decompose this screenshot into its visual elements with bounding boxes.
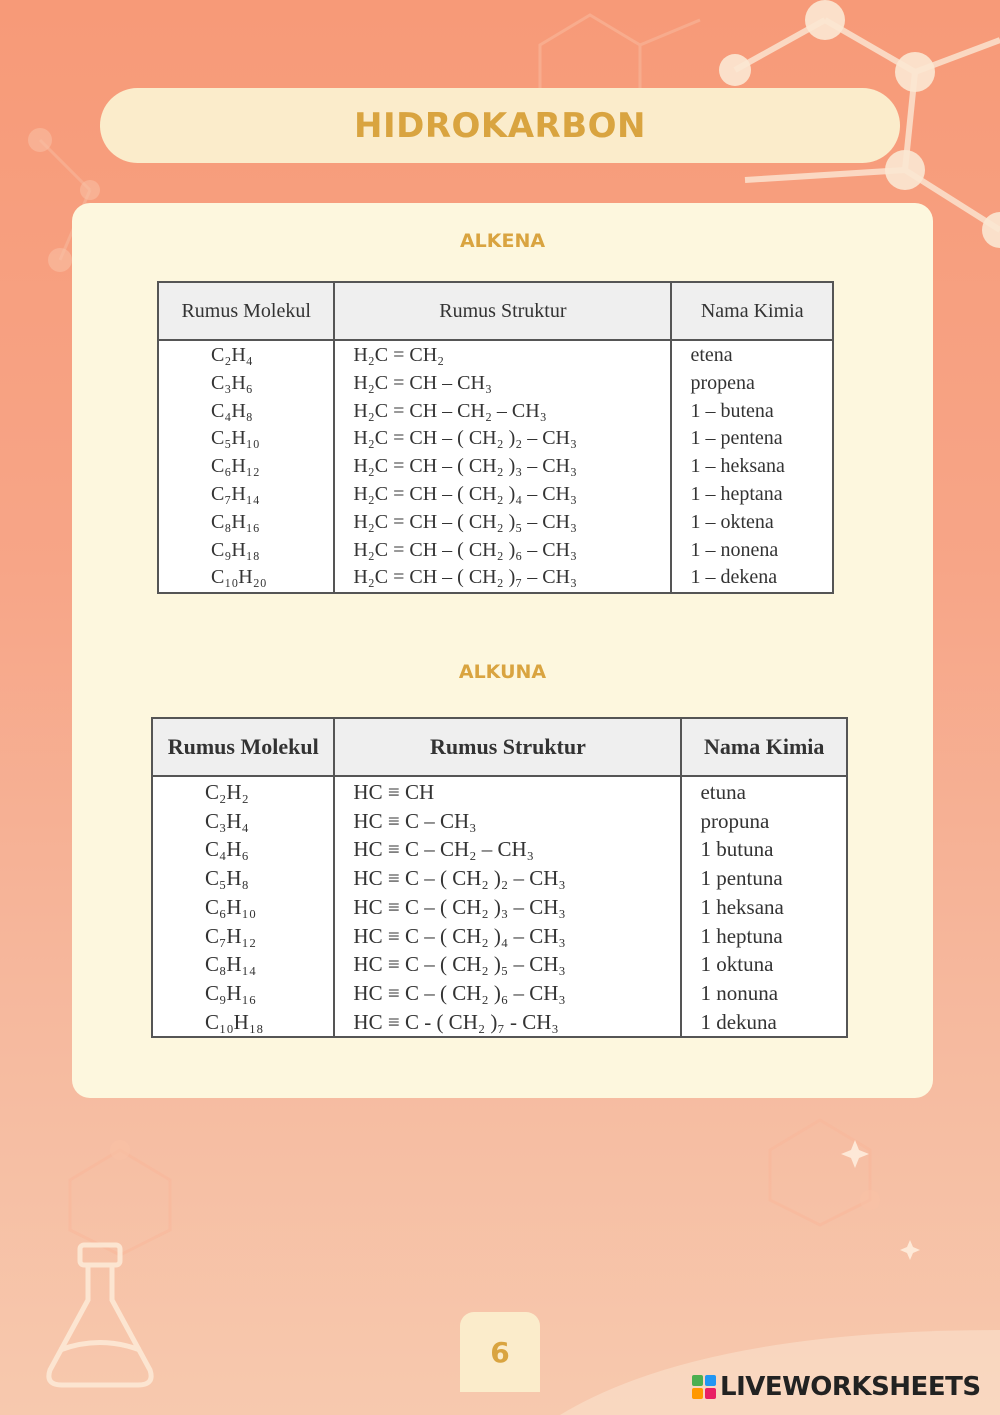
cell-rumus-molekul: C₆H₁₂ xyxy=(158,453,334,481)
cell-rumus-molekul: C₁₀H₁₈ xyxy=(152,1008,334,1038)
cell-nama-kimia: etena xyxy=(671,340,833,370)
page-number: 6 xyxy=(490,1335,510,1369)
cell-rumus-molekul: C₅H₁₀ xyxy=(158,425,334,453)
cell-rumus-molekul: C₃H₆ xyxy=(158,370,334,398)
cell-rumus-struktur: HC ≡ C – ( CH₂ )₄ – CH₃ xyxy=(334,922,681,951)
alkena-title: ALKENA xyxy=(459,230,546,252)
cell-nama-kimia: propena xyxy=(671,370,833,398)
table-row xyxy=(158,564,833,593)
table-row xyxy=(158,509,833,537)
alkena-table xyxy=(157,281,834,594)
cell-rumus-molekul: C₈H₁₄ xyxy=(152,950,334,979)
cell-nama-kimia: 1 – heksana xyxy=(671,453,833,481)
cell-rumus-struktur: HC ≡ C - ( CH₂ )₇ - CH₃ xyxy=(334,1008,681,1038)
flask-icon xyxy=(49,1245,151,1385)
cell-nama-kimia: 1 pentuna xyxy=(681,864,847,893)
alkuna-table-body xyxy=(152,776,847,1037)
cell-nama-kimia: 1 – oktena xyxy=(671,509,833,537)
cell-rumus-molekul: C₇H₁₂ xyxy=(152,922,334,951)
cell-nama-kimia: 1 – dekena xyxy=(671,564,833,593)
cell-rumus-struktur: HC ≡ C – ( CH₂ )₃ – CH₃ xyxy=(334,893,681,922)
cell-rumus-struktur: H₂C = CH – ( CH₂ )₂ – CH₃ xyxy=(334,425,671,453)
cell-rumus-molekul: C₂H₂ xyxy=(152,776,334,807)
cell-rumus-struktur: H₂C = CH₂ xyxy=(334,340,671,370)
cell-nama-kimia: 1 butuna xyxy=(681,835,847,864)
cell-nama-kimia: 1 dekuna xyxy=(681,1008,847,1038)
cell-rumus-struktur: H₂C = CH – ( CH₂ )₄ – CH₃ xyxy=(334,481,671,509)
brand-name: LIVEWORKSHEETS xyxy=(720,1372,981,1402)
cell-rumus-struktur: HC ≡ C – CH₃ xyxy=(334,807,681,836)
cell-nama-kimia: propuna xyxy=(681,807,847,836)
cell-rumus-molekul: C₉H₁₈ xyxy=(158,537,334,565)
cell-nama-kimia: 1 heptuna xyxy=(681,922,847,951)
header-nama-kimia: Nama Kimia xyxy=(681,718,847,776)
cell-rumus-struktur: HC ≡ C – ( CH₂ )₅ – CH₃ xyxy=(334,950,681,979)
table-row xyxy=(152,979,847,1008)
cell-nama-kimia: 1 oktuna xyxy=(681,950,847,979)
cell-rumus-molekul: C₄H₈ xyxy=(158,398,334,426)
alkuna-title: ALKUNA xyxy=(458,661,547,683)
brand-watermark[interactable] xyxy=(692,1372,981,1402)
table-row xyxy=(158,425,833,453)
header-rumus-struktur: Rumus Struktur xyxy=(334,282,671,340)
cell-nama-kimia: 1 – nonena xyxy=(671,537,833,565)
cell-rumus-molekul: C₁₀H₂₀ xyxy=(158,564,334,593)
cell-rumus-struktur: HC ≡ C – ( CH₂ )₆ – CH₃ xyxy=(334,979,681,1008)
header-rumus-struktur: Rumus Struktur xyxy=(334,718,681,776)
table-row xyxy=(152,922,847,951)
cell-nama-kimia: 1 – butena xyxy=(671,398,833,426)
table-row xyxy=(152,835,847,864)
cell-rumus-struktur: H₂C = CH – ( CH₂ )₇ – CH₃ xyxy=(334,564,671,593)
cell-rumus-struktur: H₂C = CH – CH₂ – CH₃ xyxy=(334,398,671,426)
cell-rumus-molekul: C₅H₈ xyxy=(152,864,334,893)
table-row xyxy=(158,398,833,426)
cell-rumus-molekul: C₃H₄ xyxy=(152,807,334,836)
table-row xyxy=(158,370,833,398)
cell-rumus-molekul: C₄H₆ xyxy=(152,835,334,864)
page-title-banner xyxy=(100,88,900,163)
cell-nama-kimia: etuna xyxy=(681,776,847,807)
cell-rumus-molekul: C₂H₄ xyxy=(158,340,334,370)
table-row xyxy=(158,340,833,370)
cell-rumus-molekul: C₆H₁₀ xyxy=(152,893,334,922)
cell-rumus-struktur: H₂C = CH – ( CH₂ )₅ – CH₃ xyxy=(334,509,671,537)
liveworksheets-logo-icon xyxy=(692,1375,716,1399)
cell-rumus-struktur: H₂C = CH – ( CH₂ )₃ – CH₃ xyxy=(334,453,671,481)
cell-rumus-struktur: HC ≡ C – CH₂ – CH₃ xyxy=(334,835,681,864)
alkena-table-body xyxy=(158,340,833,593)
content-card xyxy=(72,203,933,1098)
cell-rumus-molekul: C₇H₁₄ xyxy=(158,481,334,509)
page-title: HIDROKARBON xyxy=(353,105,647,146)
cell-nama-kimia: 1 – pentena xyxy=(671,425,833,453)
header-nama-kimia: Nama Kimia xyxy=(671,282,833,340)
header-rumus-molekul: Rumus Molekul xyxy=(152,718,334,776)
table-row xyxy=(152,893,847,922)
table-row xyxy=(158,453,833,481)
cell-rumus-molekul: C₉H₁₆ xyxy=(152,979,334,1008)
cell-nama-kimia: 1 heksana xyxy=(681,893,847,922)
table-row xyxy=(158,481,833,509)
cell-rumus-struktur: HC ≡ CH xyxy=(334,776,681,807)
table-row xyxy=(152,864,847,893)
table-row xyxy=(152,807,847,836)
cell-rumus-struktur: H₂C = CH – ( CH₂ )₆ – CH₃ xyxy=(334,537,671,565)
table-row xyxy=(152,776,847,807)
cell-rumus-struktur: H₂C = CH – CH₃ xyxy=(334,370,671,398)
cell-nama-kimia: 1 – heptana xyxy=(671,481,833,509)
table-row xyxy=(152,1008,847,1038)
header-rumus-molekul: Rumus Molekul xyxy=(158,282,334,340)
table-row xyxy=(152,950,847,979)
cell-rumus-struktur: HC ≡ C – ( CH₂ )₂ – CH₃ xyxy=(334,864,681,893)
cell-nama-kimia: 1 nonuna xyxy=(681,979,847,1008)
alkuna-table xyxy=(151,717,848,1038)
table-row xyxy=(158,537,833,565)
cell-rumus-molekul: C₈H₁₆ xyxy=(158,509,334,537)
page-number-tab xyxy=(460,1312,540,1392)
